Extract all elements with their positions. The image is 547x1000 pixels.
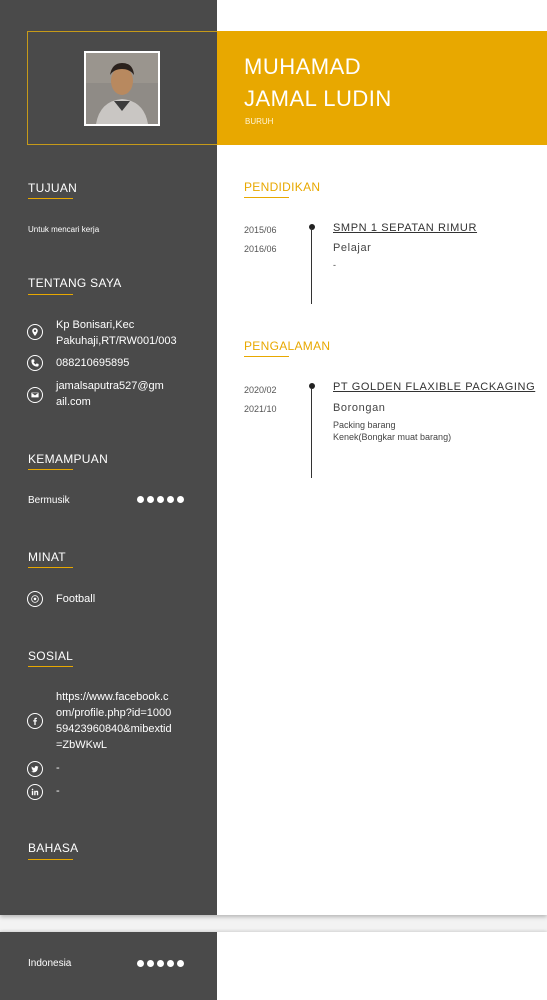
exp-timeline-line bbox=[311, 388, 312, 478]
tujuan-underline bbox=[28, 198, 73, 199]
twitter-icon bbox=[27, 761, 43, 777]
edu-school: SMPN 1 SEPATAN RIMUR bbox=[333, 222, 478, 234]
facebook-url-line-3[interactable]: 59423960840&mibextid bbox=[56, 723, 172, 735]
profile-photo-image bbox=[86, 53, 158, 124]
pendidikan-underline bbox=[244, 197, 289, 198]
kemampuan-underline bbox=[28, 469, 73, 470]
exp-start-date: 2020/02 bbox=[244, 385, 277, 395]
football-icon-glyph bbox=[31, 595, 39, 603]
phone-number: 088210695895 bbox=[56, 357, 130, 369]
pengalaman-underline bbox=[244, 356, 289, 357]
football-icon bbox=[27, 591, 43, 607]
rating-dot bbox=[157, 960, 164, 967]
exp-desc-line-2: Kenek(Bongkar muat barang) bbox=[333, 432, 452, 442]
email-icon-glyph bbox=[31, 391, 39, 399]
rating-dot bbox=[177, 960, 184, 967]
rating-dot bbox=[157, 496, 164, 503]
tentang-heading: TENTANG SAYA bbox=[28, 276, 122, 290]
kemampuan-heading: KEMAMPUAN bbox=[28, 452, 109, 466]
email-line-2: ail.com bbox=[56, 396, 91, 408]
job-title: BURUH bbox=[245, 117, 274, 126]
edu-description: - bbox=[333, 260, 336, 270]
pengalaman-heading: PENGALAMAN bbox=[244, 339, 331, 353]
exp-desc-line-1: Packing barang bbox=[333, 420, 396, 430]
email-line-1: jamalsaputra527@gm bbox=[56, 380, 164, 392]
address-line-1: Kp Bonisari,Kec bbox=[56, 319, 135, 331]
edu-role: Pelajar bbox=[333, 242, 372, 254]
edu-start-date: 2015/06 bbox=[244, 225, 277, 235]
skill-name: Bermusik bbox=[28, 495, 70, 506]
interest-item: Football bbox=[56, 593, 96, 605]
email-icon bbox=[27, 387, 43, 403]
phone-icon-glyph bbox=[31, 359, 39, 367]
rating-dot bbox=[137, 496, 144, 503]
facebook-url-line-4[interactable]: =ZbWKwL bbox=[56, 739, 108, 751]
rating-dot bbox=[177, 496, 184, 503]
facebook-url-line-2[interactable]: om/profile.php?id=1000 bbox=[56, 707, 172, 719]
edu-end-date: 2016/06 bbox=[244, 244, 277, 254]
skill-rating bbox=[137, 496, 184, 503]
exp-timeline-dot bbox=[309, 383, 315, 389]
resume-page-2 bbox=[0, 932, 547, 1000]
minat-heading: MINAT bbox=[28, 550, 66, 564]
bahasa-heading: BAHASA bbox=[28, 841, 79, 855]
exp-role: Borongan bbox=[333, 402, 386, 414]
linkedin-handle: - bbox=[56, 785, 60, 797]
exp-company: PT GOLDEN FLAXIBLE PACKAGING bbox=[333, 381, 536, 393]
rating-dot bbox=[167, 960, 174, 967]
language-rating bbox=[137, 960, 184, 967]
edu-timeline-dot bbox=[309, 224, 315, 230]
facebook-icon bbox=[27, 713, 43, 729]
pendidikan-heading: PENDIDIKAN bbox=[244, 180, 321, 194]
name-first-line: MUHAMAD bbox=[244, 54, 362, 79]
rating-dot bbox=[147, 496, 154, 503]
twitter-icon-glyph bbox=[31, 765, 39, 773]
tujuan-heading: TUJUAN bbox=[28, 181, 78, 195]
tujuan-text: Untuk mencari kerja bbox=[28, 225, 100, 234]
phone-icon bbox=[27, 355, 43, 371]
tentang-underline bbox=[28, 294, 73, 295]
location-icon-glyph bbox=[31, 328, 39, 336]
address-line-2: Pakuhaji,RT/RW001/003 bbox=[56, 335, 177, 347]
rating-dot bbox=[137, 960, 144, 967]
minat-underline bbox=[28, 567, 73, 568]
bahasa-underline bbox=[28, 859, 73, 860]
linkedin-icon bbox=[27, 784, 43, 800]
edu-timeline-line bbox=[311, 228, 312, 304]
language-name: Indonesia bbox=[28, 958, 72, 969]
profile-photo bbox=[84, 51, 160, 126]
rating-dot bbox=[167, 496, 174, 503]
sosial-heading: SOSIAL bbox=[28, 649, 74, 663]
name-second-line: JAMAL LUDIN bbox=[244, 86, 392, 111]
facebook-icon-glyph bbox=[31, 717, 39, 725]
sosial-underline bbox=[28, 666, 73, 667]
exp-end-date: 2021/10 bbox=[244, 404, 277, 414]
location-icon bbox=[27, 324, 43, 340]
twitter-handle: - bbox=[56, 762, 60, 774]
rating-dot bbox=[147, 960, 154, 967]
linkedin-icon-glyph bbox=[31, 788, 39, 796]
facebook-url-line-1[interactable]: https://www.facebook.c bbox=[56, 691, 169, 703]
